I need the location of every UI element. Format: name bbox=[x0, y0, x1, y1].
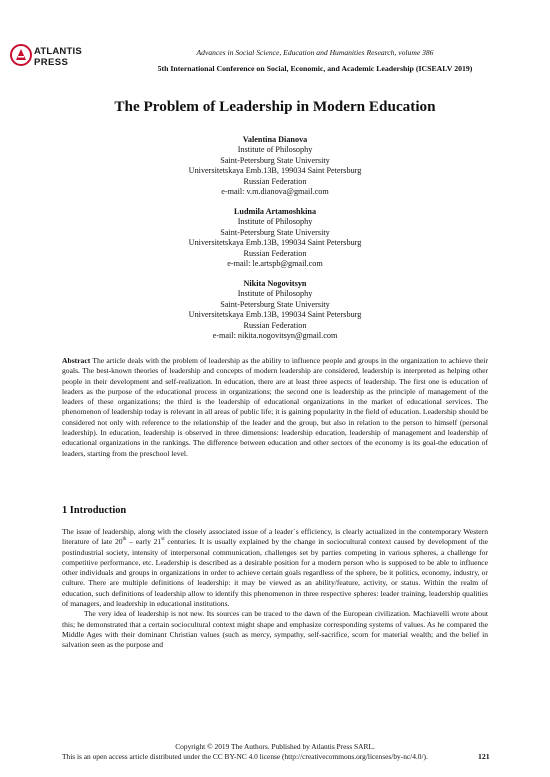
abstract bbox=[62, 356, 488, 459]
superscript: st bbox=[161, 537, 165, 543]
author-email: e-mail: v.m.dianova@gmail.com bbox=[221, 187, 329, 197]
author-university: Saint-Petersburg State University bbox=[220, 155, 330, 165]
section-heading-introduction: 1 Introduction bbox=[62, 505, 127, 516]
conference-title: 5th International Conference on Social, Economic, and Academic Leadership (ICSEALV 2019) bbox=[157, 64, 473, 73]
series-title: Advances in Social Science, Education and Humanities Research, volume 386 bbox=[196, 48, 434, 57]
author-block-3 bbox=[0, 279, 550, 341]
paragraph-text: centuries. It is usually explained by the change in sociocultural context caused by development of the postindustrial society, intensity of interpersonal communication, challenges set by parties competing in various spheres, a challenge for competitive performance, etc. Leadership is described as a desirable position for a modern person who is supposed to be able to influence other individuals and groups in organizations in order to achieve certain goals regardless of the sphere, be it politics, economy, industry, or culture. There are multiple definitions of leadership: it may be viewed as an ability/feature, activity, or status. Within the realm of education, such definitions of leadership allow to identify this phenomenon in three respective spheres: leader training, leadership qualities of managers, and leadership in educational institutions. bbox=[62, 537, 489, 609]
superscript: th bbox=[122, 537, 127, 543]
author-institute: Institute of Philosophy bbox=[237, 217, 313, 227]
abstract-text: The article deals with the problem of leadership as the ability to influence people and groups in the organization to achieve their goals. The best-known theories of leadership and concepts of modern leadership are considered, leadership is interpreted as helping other people in their development and self-realization. In education, there are at least three aspects of leadership. The first one is education of leaders as the purpose of the educational process in organizations; the second one is leadership as the principle of management of the leaders of these organizations; the third is the leadership of educational organizations in the market of educational services. The phenomenon of leadership today is relevant in all areas of public life; it is gaining popularity in the field of education. Leadership should be considered not only with reference to the relationship of the leader and the group, but also in relation to the person to himself (personal leadership). In education, leadership is observed in three dimensions: leadership education, leadership of management and leadership of educational organizations in the rankings. The difference between education and other sectors of the economy is its goal-the education of leaders, starting from the preschool level. bbox=[62, 356, 488, 458]
author-email: e-mail: le.artspb@gmail.com bbox=[227, 259, 323, 269]
copyright-line: Copyright © 2019 The Authors. Published by Atlantis Press SARL. bbox=[175, 742, 375, 751]
logo-text-atlantis: ATLANTIS bbox=[34, 46, 82, 57]
author-block-1 bbox=[0, 135, 550, 197]
author-country: Russian Federation bbox=[243, 320, 307, 330]
author-country: Russian Federation bbox=[243, 248, 307, 258]
logo-text-press: PRESS bbox=[34, 57, 69, 68]
author-address: Universitetskaya Emb.13B, 199034 Saint Petersburg bbox=[188, 310, 362, 320]
paper-title: The Problem of Leadership in Modern Education bbox=[114, 98, 436, 115]
author-address: Universitetskaya Emb.13B, 199034 Saint Petersburg bbox=[188, 166, 362, 176]
license-line: This is an open access article distributed under the CC BY-NC 4.0 license (http://creativecommons.org/licenses/by-nc/4.0/). bbox=[62, 752, 428, 761]
paragraph bbox=[62, 527, 488, 609]
author-university: Saint-Petersburg State University bbox=[220, 227, 330, 237]
author-name: Ludmila Artamoshkina bbox=[233, 207, 317, 216]
introduction-body bbox=[62, 527, 488, 651]
author-block-2 bbox=[0, 207, 550, 269]
paragraph-text: – early 21 bbox=[126, 537, 162, 547]
author-country: Russian Federation bbox=[243, 176, 307, 186]
author-institute: Institute of Philosophy bbox=[237, 145, 313, 155]
author-university: Saint-Petersburg State University bbox=[220, 299, 330, 309]
abstract-label: Abstract bbox=[62, 356, 91, 365]
author-name: Valentina Dianova bbox=[242, 135, 308, 144]
paragraph: The very idea of leadership is not new. Its sources can be traced to the dawn of the European civilization. Machiavelli wrote about this; he demonstrated that a certain sociocultural context might shape and emphasize corresponding systems of values. As he compared the Middle Ages with their dominant Christian values (such as mercy, sympathy, self-sacrifice, scorn for material wealth; and the belief in salvation seen as the purpose and bbox=[62, 609, 488, 650]
author-name: Nikita Nogovitsyn bbox=[243, 279, 307, 288]
page-number: 121 bbox=[478, 752, 490, 761]
paragraph-text: The issue of leadership, along with the closely associated issue of a leader`s efficiency, is clearly actualized in the contemporary Western literature of late 20 bbox=[62, 527, 488, 547]
author-address: Universitetskaya Emb.13B, 199034 Saint Petersburg bbox=[188, 238, 362, 248]
author-email: e-mail: nikita.nogovitsyn@gmail.com bbox=[212, 331, 338, 341]
author-institute: Institute of Philosophy bbox=[237, 289, 313, 299]
